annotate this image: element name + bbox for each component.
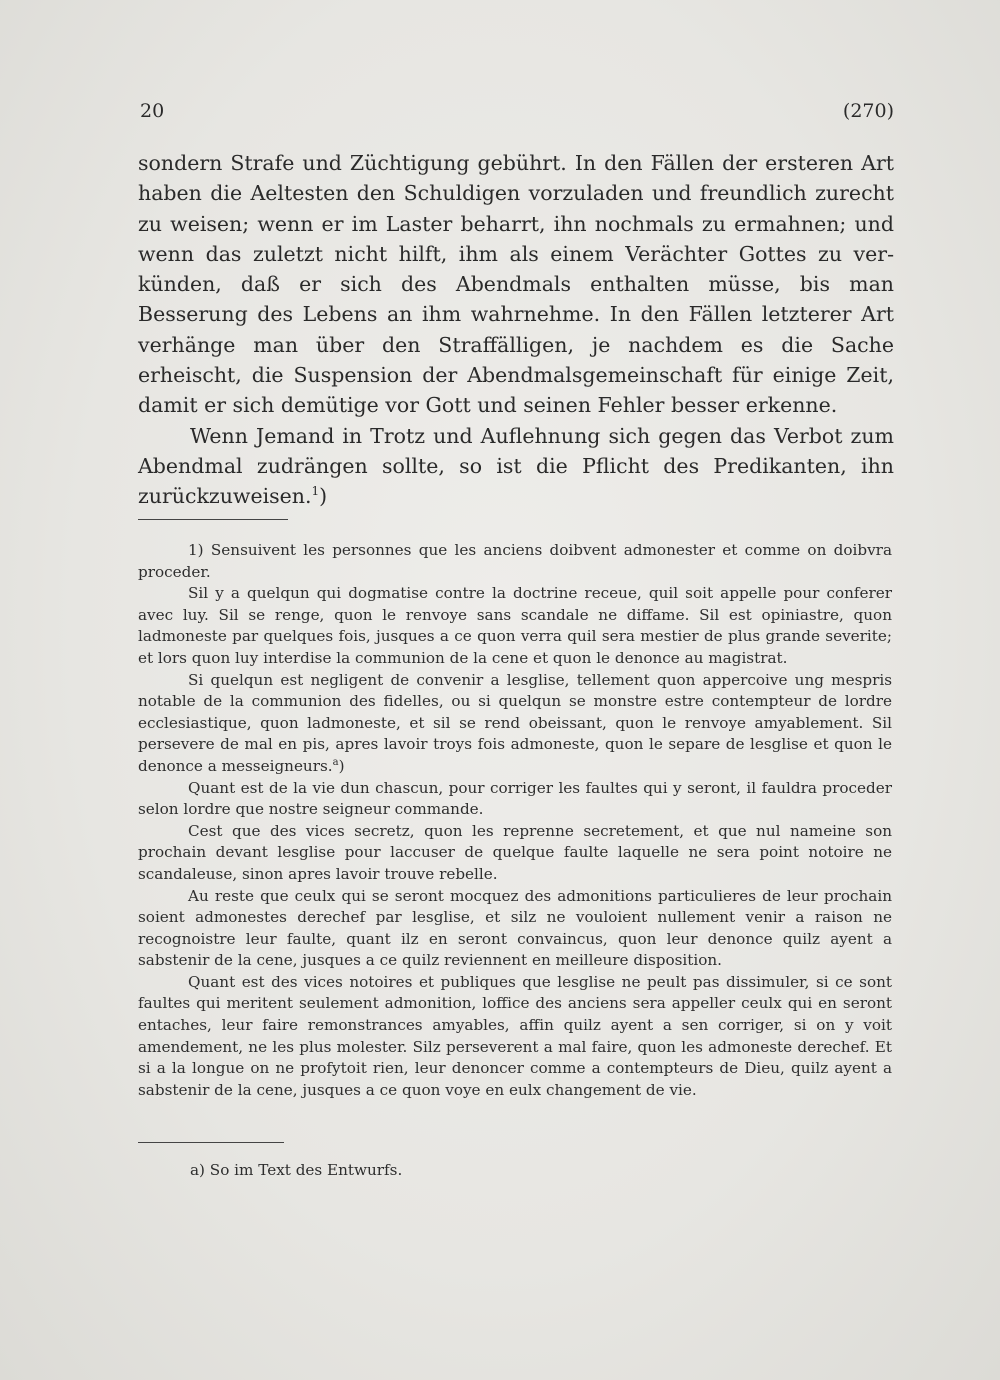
main-text	[138, 148, 894, 512]
footnote-paragraph: 1) Sensuivent les personnes que les anciens doibvent admonester et comme on doibvra proceder.	[138, 541, 892, 581]
footnote-paragraph: Quant est des vices notoires et publiques que lesglise ne peult pas dissimuler, si ce sont faultes qui meritent seulement admonition, loffice des anciens sera appeller ceulx qui en seront entaches, leur faire remonstrances amyables, affin quilz ayent a sen corriger, si on y voit amendement, ne les plus molester. Silz perseverent a mal faire, quon les admoneste derechef. Et si a la longue on ne profytoit rien, leur denoncer comme a contempteurs de Dieu, quilz ayent a sabstenir de la cene, jusques a ce quon voye en eulx changement de vie.	[138, 972, 892, 1099]
main-paragraph-1: sondern Strafe und Züchtigung gebührt. In den Fällen der ersteren Art haben die Aeltesten den Schuldigen vorzuladen und freundlich zurecht zu weisen; wenn er im Laster beharrt, ihn nochmals zu ermahnen; und wenn das zuletzt nicht hilft, ihm als einem Verächter Gottes zu verkünden, daß er sich des Abendmals enthalten müsse, bis man Besserung des Lebens an ihm wahrnehme. In den Fällen letzterer Art verhänge man über den Straffälligen, je nachdem es die Sache erheischt, die Suspension der Abendmalsgemeinschaft für einige Zeit, damit er sich demütige vor Gott und seinen Fehler besser erkenne.	[138, 151, 894, 418]
editorial-marker-close: )	[338, 756, 345, 775]
editorial-marker-a: a	[332, 756, 339, 768]
footnote-paragraph-text: Si quelqun est negligent de convenir a lesglise, tellement quon appercoive ung mespris notable de la communion des fidelles, ou si quelqun se monstre estre contempteur de lordre ecclesiastique, quon ladmoneste, et sil se rend obeissant, quon le renvoye amyablement. Sil persevere de mal en pis, apres lavoir troys fois admoneste, quon le separe de lesglise et quon le denonce a messeigneurs.	[138, 670, 892, 775]
footnote-paragraph	[138, 670, 892, 778]
page-number: 20	[140, 100, 165, 122]
footnote-paragraph: Au reste que ceulx qui se seront mocquez des admonitions particulieres de leur prochain soient admonestes derechef par lesglise, et silz ne vouloient nullement venir a raison ne recognoistre leur faulte, quant ilz en seront convaincus, quon leur denonce quilz ayent a sabstenir de la cene, jusques a ce quilz reviennent en meilleure disposition.	[138, 886, 892, 970]
footnote-marker-1: 1	[311, 484, 320, 499]
main-paragraph-2-text: Wenn Jemand in Trotz und Auflehnung sich gegen das Verbot zum Abendmal zudrängen sollte, so ist die Pflicht des Predikanten, ihn zurückzuweisen.	[138, 423, 894, 509]
editorial-note: a) So im Text des Entwurfs.	[190, 1161, 403, 1179]
footnote-paragraph: Cest que des vices secretz, quon les reprenne secretement, et que nul nameine son prochain devant lesglise pour laccuser de quelque faulte laquelle ne sera point notoire ne scandaleuse, sinon apres lavoir trouve rebelle.	[138, 821, 892, 883]
footnote-block	[138, 540, 892, 1101]
footnote-separator	[138, 519, 288, 520]
editorial-note-separator	[138, 1142, 284, 1143]
footnote-paragraph: Quant est de la vie dun chascun, pour corriger les faultes qui y seront, il fauldra proceder selon lordre que nostre seigneur commande.	[138, 778, 892, 819]
original-page-reference: (270)	[842, 100, 894, 122]
main-paragraph-2	[138, 421, 894, 512]
page-header	[140, 100, 894, 130]
footnote-paragraph: Sil y a quelqun qui dogmatise contre la doctrine receue, quil soit appelle pour conferer avec luy. Sil se renge, quon le renvoye sans scandale ne diffame. Sil est opiniastre, quon ladmoneste par quelques fois, jusques a ce quon verra quil sera mestier de plus grande severite; et lors quon luy interdise la communion de la cene et quon le denonce au magistrat.	[138, 584, 892, 667]
footnote-marker-close: )	[319, 484, 328, 509]
